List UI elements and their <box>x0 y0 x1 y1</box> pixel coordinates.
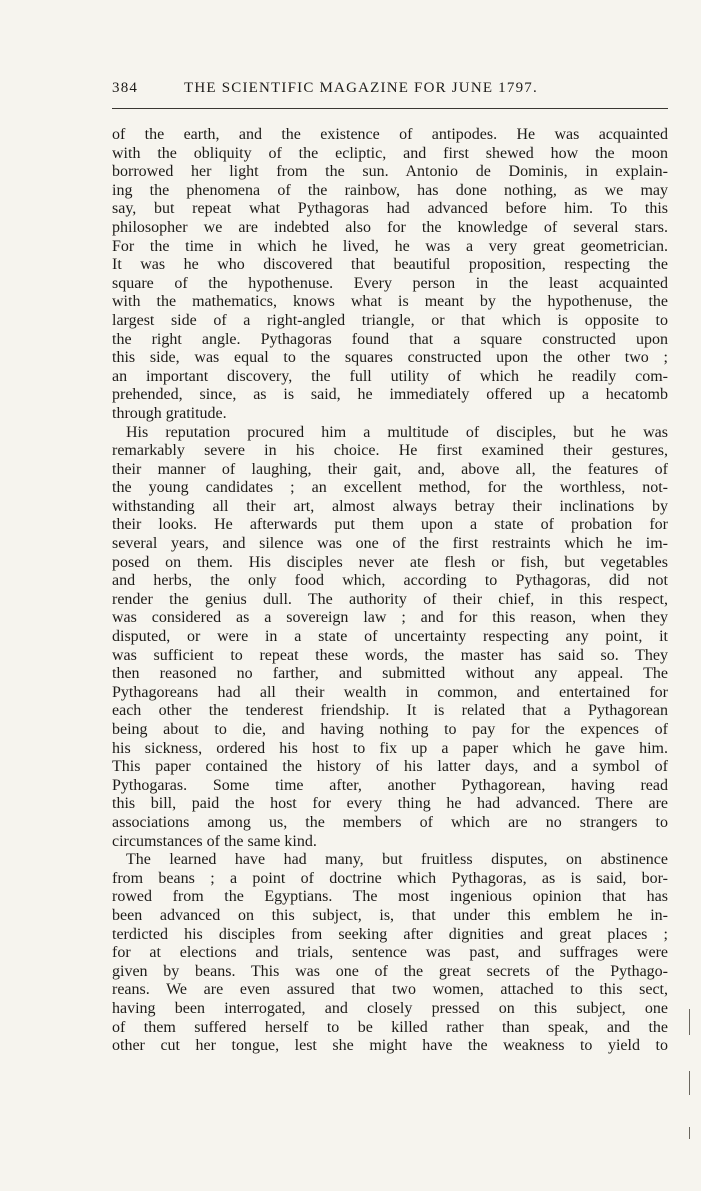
text-line: render the genius dull. The authority of their chief, in this respect, <box>112 590 668 608</box>
text-line: For the time in which he lived, he was a very great geometrician. <box>112 237 668 255</box>
text-line: their looks. He afterwards put them upon a state of probation for <box>112 516 668 534</box>
body-text <box>112 126 668 1056</box>
text-line: borrowed her light from the sun. Antonio de Dominis, in explain- <box>112 163 668 181</box>
text-line: his sickness, ordered his host to fix up a paper which he gave him. <box>112 739 668 757</box>
text-line: It was he who discovered that beautiful proposition, respecting the <box>112 256 668 274</box>
text-line: remarkably severe in his choice. He first examined their gestures, <box>112 442 668 460</box>
text-line: this bill, paid the host for every thing he had advanced. There are <box>112 795 668 813</box>
text-line: with the mathematics, knows what is meant by the hypothenuse, the <box>112 293 668 311</box>
text-line: for at elections and trials, sentence was past, and suffrages were <box>112 944 668 962</box>
text-line: their manner of laughing, their gait, and, above all, the features of <box>112 460 668 478</box>
text-line: disputed, or were in a state of uncertainty respecting any point, it <box>112 628 668 646</box>
margin-mark <box>689 1009 690 1035</box>
text-line: been advanced on this subject, is, that under this emblem he in- <box>112 906 668 924</box>
text-line: through gratitude. <box>112 404 227 422</box>
text-line: was sufficient to repeat these words, the master has said so. They <box>112 646 668 664</box>
running-header <box>112 78 668 106</box>
text-line: largest side of a right-angled triangle, or that which is opposite to <box>112 311 668 329</box>
text-line: reans. We are even assured that two women, attached to this sect, <box>112 981 668 999</box>
text-line: The learned have had many, but fruitless disputes, on abstinence <box>126 851 668 869</box>
text-line: His reputation procured him a multitude of disciples, but he was <box>126 423 668 441</box>
text-line: of the earth, and the existence of antipodes. He was acquainted <box>112 126 668 143</box>
text-line: an important discovery, the full utility of which he readily com- <box>112 367 668 385</box>
text-line: the right angle. Pythagoras found that a square constructed upon <box>112 330 668 348</box>
text-line: being about to die, and having nothing to pay for the expences of <box>112 721 668 738</box>
text-line: then reasoned no farther, and submitted without any appeal. The <box>112 665 668 683</box>
text-line: each other the tenderest friendship. It is related that a Pythagorean <box>112 702 668 720</box>
text-line: this side, was equal to the squares constructed upon the other two ; <box>112 349 668 367</box>
text-line: with the obliquity of the ecliptic, and first shewed how the moon <box>112 144 668 162</box>
text-line: Pythogaras. Some time after, another Pythagorean, having read <box>112 776 668 794</box>
text-line: other cut her tongue, lest she might have the weakness to yield to <box>112 1037 668 1055</box>
header-rule <box>112 108 668 109</box>
text-line: of them suffered herself to be killed rather than speak, and the <box>112 1018 668 1036</box>
text-line: philosopher we are indebted also for the knowledge of several stars. <box>112 218 668 236</box>
margin-mark <box>689 1071 690 1095</box>
text-line: and herbs, the only food which, according to Pythagoras, did not <box>112 572 668 590</box>
text-line: was considered as a sovereign law ; and for this reason, when they <box>112 609 668 627</box>
text-line: say, but repeat what Pythagoras had advanced before him. To this <box>112 200 668 218</box>
text-line: square of the hypothenuse. Every person in the least acquainted <box>112 274 668 292</box>
text-line: having been interrogated, and closely pressed on this subject, one <box>112 999 668 1017</box>
text-line: This paper contained the history of his latter days, and a symbol of <box>112 758 668 776</box>
text-line: prehended, since, as is said, he immediately offered up a hecatomb <box>112 386 668 404</box>
text-line: from beans ; a point of doctrine which Pythagoras, as is said, bor- <box>112 869 668 887</box>
text-line: Pythagoreans had all their wealth in common, and entertained for <box>112 683 668 701</box>
text-line: ing the phenomena of the rainbow, has done nothing, as we may <box>112 181 668 199</box>
text-line: withstanding all their art, almost always betray their inclinations by <box>112 497 668 515</box>
text-line: rowed from the Egyptians. The most ingenious opinion that has <box>112 888 668 906</box>
text-line: associations among us, the members of which are no strangers to <box>112 813 668 831</box>
text-line: posed on them. His disciples never ate flesh or fish, but vegetables <box>112 553 668 571</box>
running-title: THE SCIENTIFIC MAGAZINE FOR JUNE 1797. <box>184 80 538 96</box>
text-line: several years, and silence was one of the first restraints which he im- <box>112 535 668 553</box>
page-number: 384 <box>112 80 139 96</box>
text-line: given by beans. This was one of the great secrets of the Pythago- <box>112 962 668 980</box>
text-line: terdicted his disciples from seeking after dignities and great places ; <box>112 925 668 943</box>
margin-mark <box>689 1127 690 1139</box>
text-line: the young candidates ; an excellent method, for the worthless, not- <box>112 479 668 497</box>
text-line: circumstances of the same kind. <box>112 832 317 850</box>
